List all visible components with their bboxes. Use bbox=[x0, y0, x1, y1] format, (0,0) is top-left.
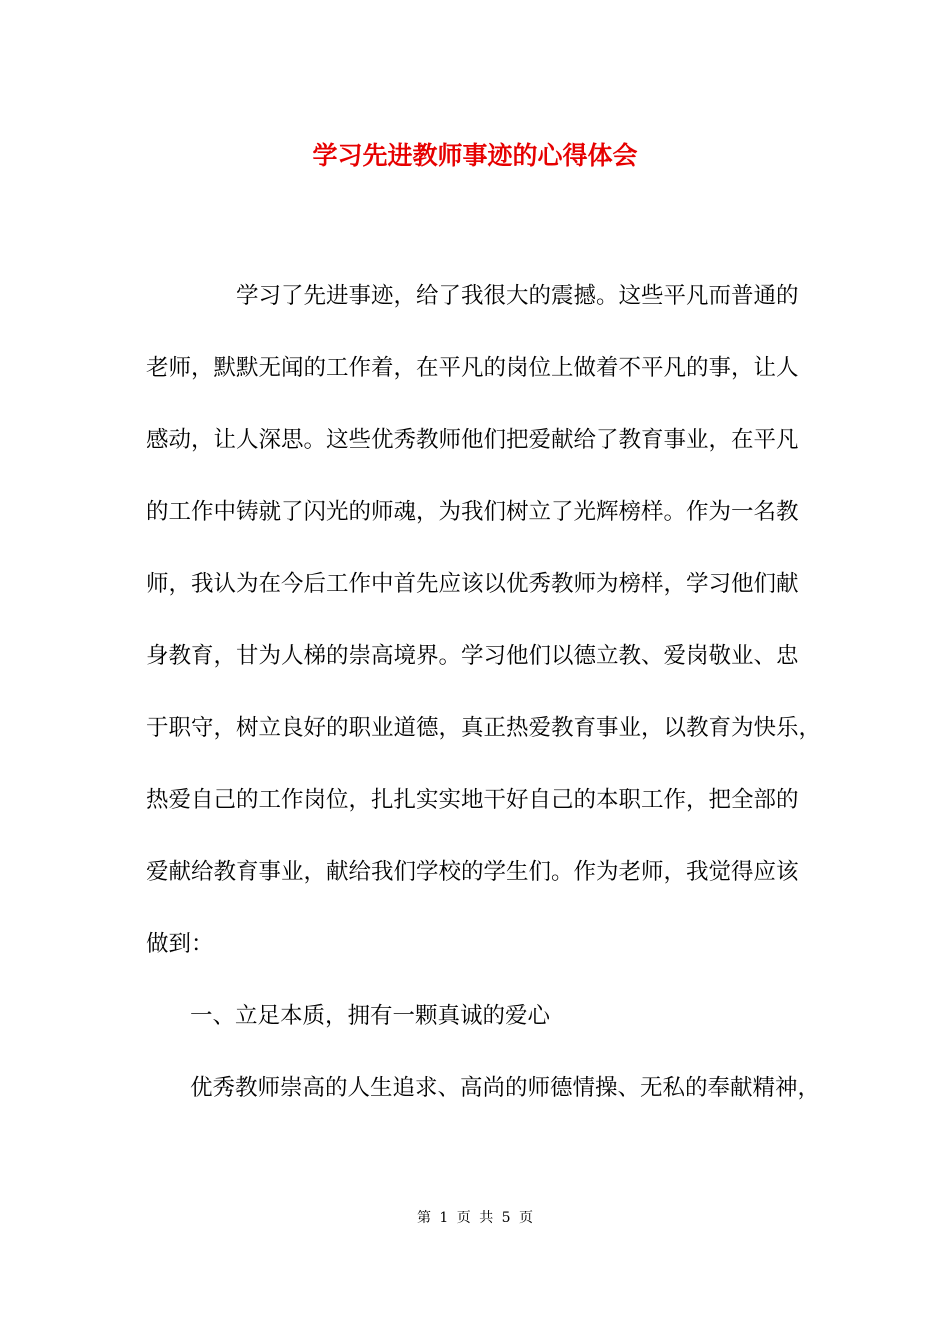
body-line: 感动，让人深思。这些优秀教师他们把爱献给了教育事业，在平凡 bbox=[146, 427, 799, 453]
body-line: 学习了先进事迹，给了我很大的震撼。这些平凡而普通的 bbox=[236, 283, 799, 309]
body-line: 做到： bbox=[146, 931, 214, 957]
body-line: 身教育，甘为人梯的崇高境界。学习他们以德立教、爱岗敬业、忠 bbox=[146, 643, 799, 669]
body-line: 老师，默默无闻的工作着，在平凡的岗位上做着不平凡的事，让人 bbox=[146, 355, 799, 381]
body-line: 热爱自己的工作岗位，扎扎实实地干好自己的本职工作，把全部的 bbox=[146, 787, 799, 813]
body-line: 爱献给教育事业，献给我们学校的学生们。作为老师，我觉得应该 bbox=[146, 859, 799, 885]
page-indicator: 第 1 页 共 5 页 bbox=[416, 1210, 534, 1226]
section-heading: 一、立足本质，拥有一颗真诚的爱心 bbox=[190, 1003, 551, 1029]
body-line: 于职守，树立良好的职业道德，真正热爱教育事业，以教育为快乐， bbox=[146, 715, 822, 741]
document-title: 学习先进教师事迹的心得体会 bbox=[312, 141, 638, 170]
body-line: 的工作中铸就了闪光的师魂，为我们树立了光辉榜样。作为一名教 bbox=[146, 499, 799, 525]
body-line: 优秀教师崇高的人生追求、高尚的师德情操、无私的奉献精神， bbox=[190, 1075, 821, 1101]
body-line: 师，我认为在今后工作中首先应该以优秀教师为榜样，学习他们献 bbox=[146, 571, 799, 597]
